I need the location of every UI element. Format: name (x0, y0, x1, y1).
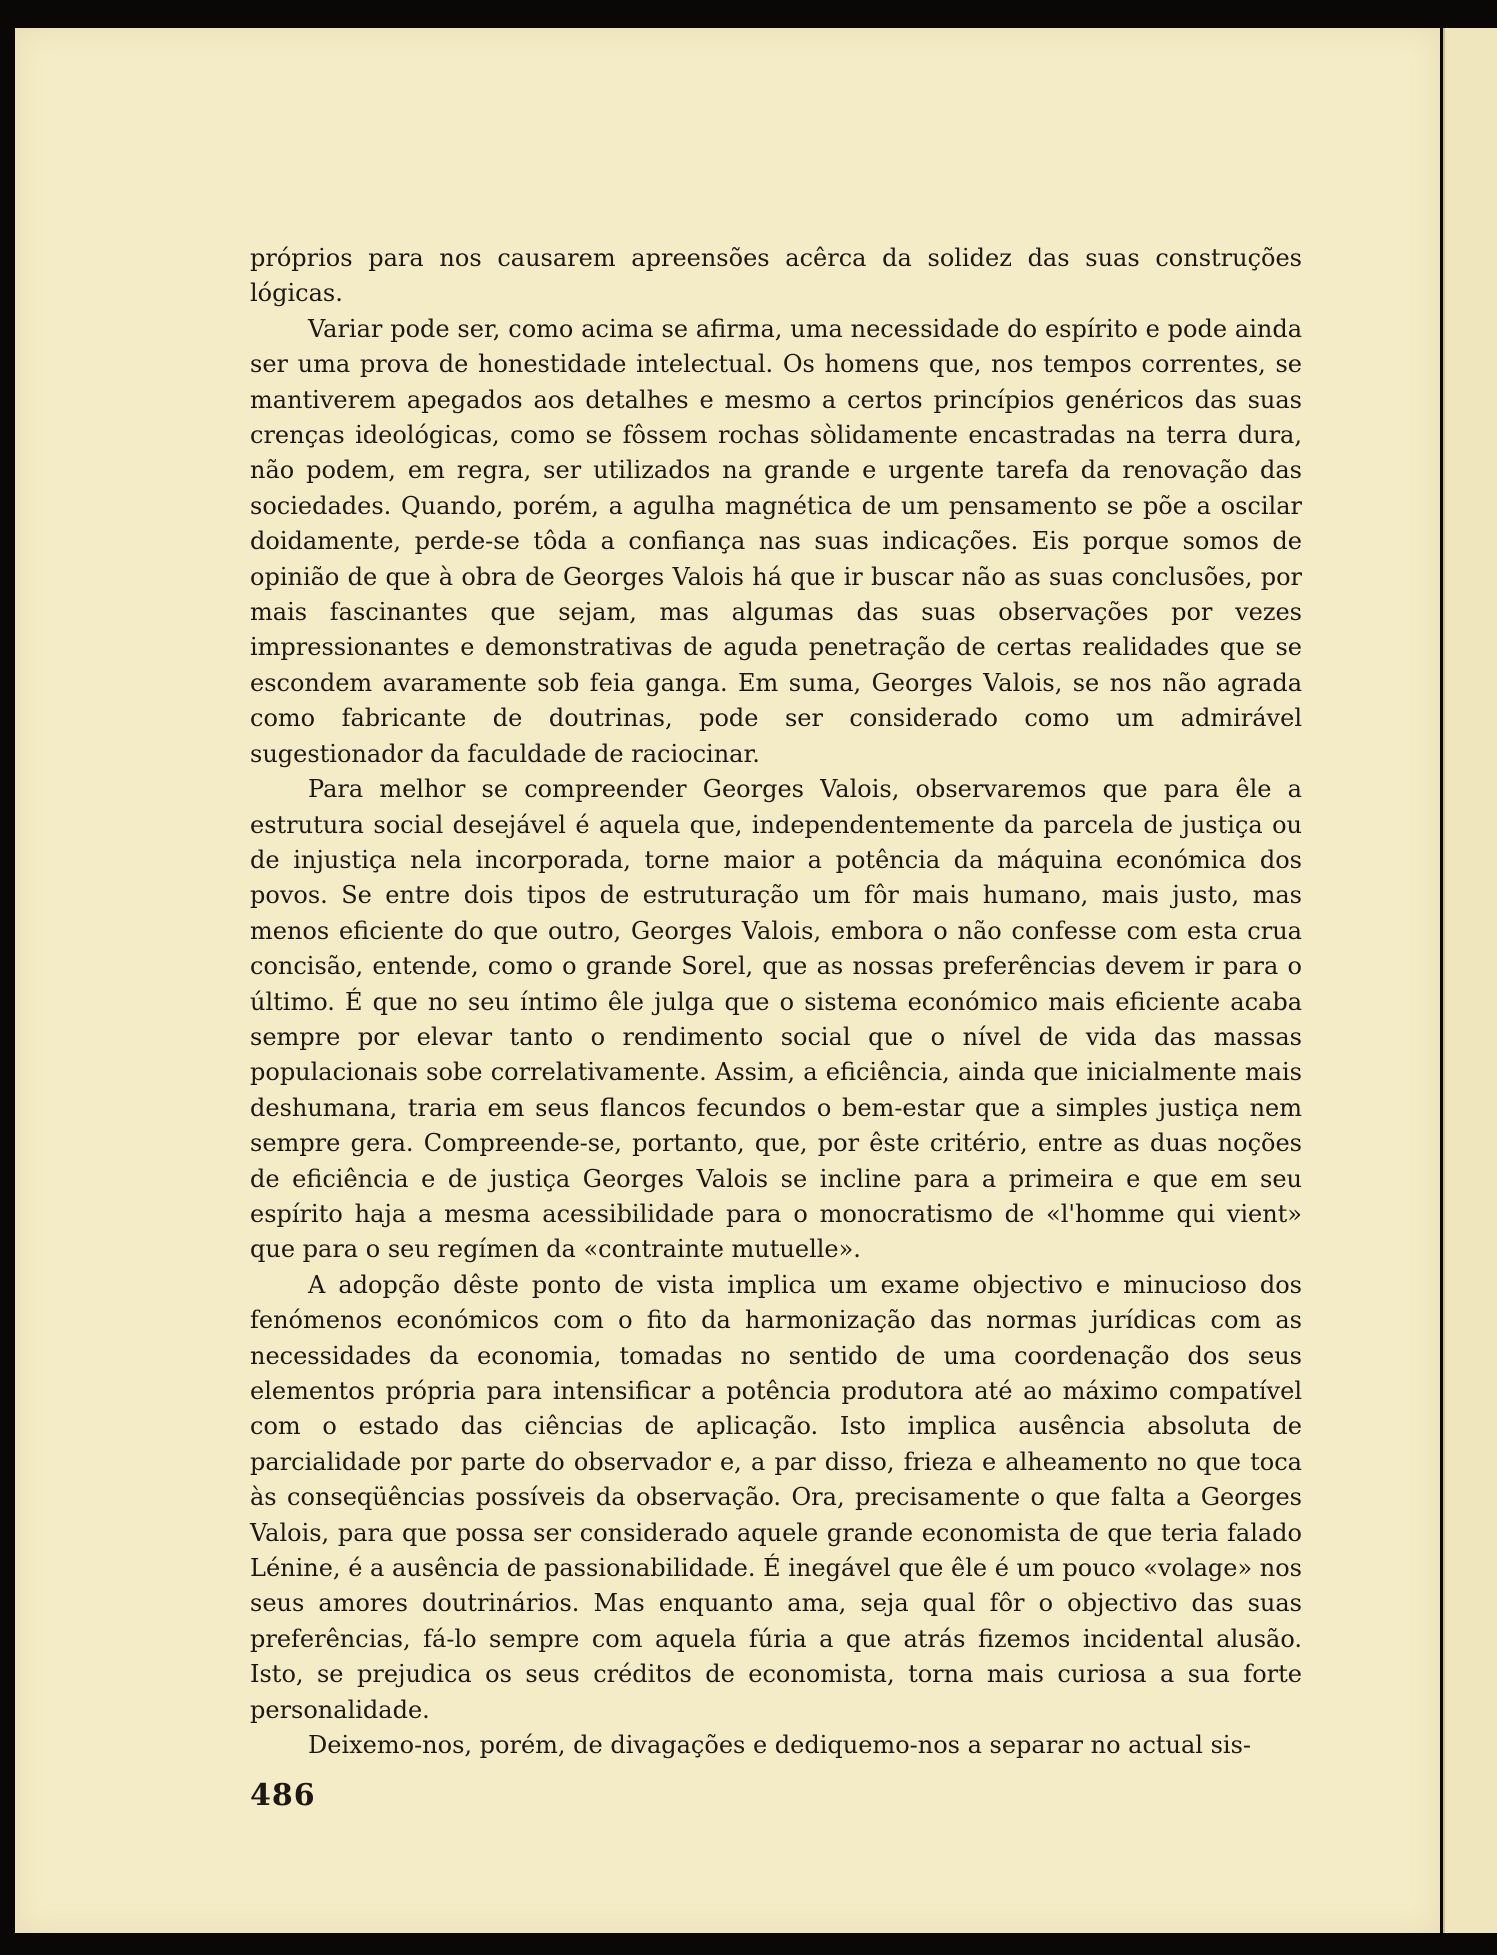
paragraph: A adopção dêste ponto de vista implica um exame objectivo e minucioso dos fenómenos económicos com o fito da harmonização das normas jurídicas com as necessidades da economia, tomadas no sentido de uma coordenação dos seus elementos própria para intensificar a potência produtora até ao máximo compatível com o estado das ciências de aplicação. Isto implica ausência absoluta de parcialidade por parte do observador e, a par disso, frieza e alheamento no que toca às conseqüências possíveis da observação. Ora, precisamente o que falta a Georges Valois, para que possa ser considerado aquele grande economista de que teria falado Lénine, é a ausência de passionabilidade. É inegável que êle é um pouco «volage» nos seus amores doutrinários. Mas enquanto ama, seja qual fôr o objectivo das suas preferências, fá-lo sempre com aquela fúria a que atrás fizemos incidental alusão. Isto, se prejudica os seus créditos de economista, torna mais curiosa a sua forte personalidade. (250, 1270, 1302, 1724)
paragraph: Para melhor se compreender Georges Valois, observaremos que para êle a estrutura social desejável é aquela que, independentemente da parcela de justiça ou de injustiça nela incorporada, torne maior a potência da máquina económica dos povos. Se entre dois tipos de estruturação um fôr mais humano, mais justo, mas menos eficiente do que outro, Georges Valois, embora o não confesse com esta crua concisão, entende, como o grande Sorel, que as nossas preferências devem ir para o último. É que no seu íntimo êle julga que o sistema económico mais eficiente acaba sempre por elevar tanto o rendimento social que o nível de vida das massas populacionais sobe correlativamente. Assim, a eficiência, ainda que inicialmente mais deshumana, traria em seus flancos fecundos o bem-estar que a simples justiça nem sempre gera. Compreende-se, portanto, que, por êste critério, entre as duas noções de eficiência e de justiça Georges Valois se incline para a primeira e que em seu espírito haja a mesma acessibilidade para o monocratismo de «l'homme qui vient» que para o seu regímen da «contrainte mutuelle». (250, 775, 1302, 1264)
body-text (250, 241, 1302, 1763)
page-number: 486 (250, 1778, 316, 1813)
paragraph: Variar pode ser, como acima se afirma, uma necessidade do espírito e pode ainda ser uma prova de honestidade intelectual. Os homens que, nos tempos correntes, se mantiverem apegados aos detalhes e mesmo a certos princípios genéricos das suas crenças ideológicas, como se fôssem rochas sòlidamente encastradas na terra dura, não podem, em regra, ser utilizados na grande e urgente tarefa da renovação das sociedades. Quando, porém, a agulha magnética de um pensamento se põe a oscilar doidamente, perde-se tôda a confiança nas suas indicações. Eis porque somos de opinião de que à obra de Georges Valois há que ir buscar não as suas conclusões, por mais fascinantes que sejam, mas algumas das suas observações por vezes impressionantes e demonstrativas de aguda penetração de certas realidades que se escondem avaramente sob feia ganga. Em suma, Georges Valois, se nos não agrada como fabricante de doutrinas, pode ser considerado como um admirável sugestionador da faculdade de raciocinar. (250, 314, 1302, 768)
adjacent-page-edge (1443, 28, 1497, 1933)
book-page (15, 28, 1440, 1933)
paragraph-continued: próprios para nos causarem apreensões acêrca da solidez das suas construções lógicas. (250, 244, 1302, 308)
paragraph: Deixemo-nos, porém, de divagações e dediquemo-nos a separar no actual sis- (308, 1731, 1252, 1760)
